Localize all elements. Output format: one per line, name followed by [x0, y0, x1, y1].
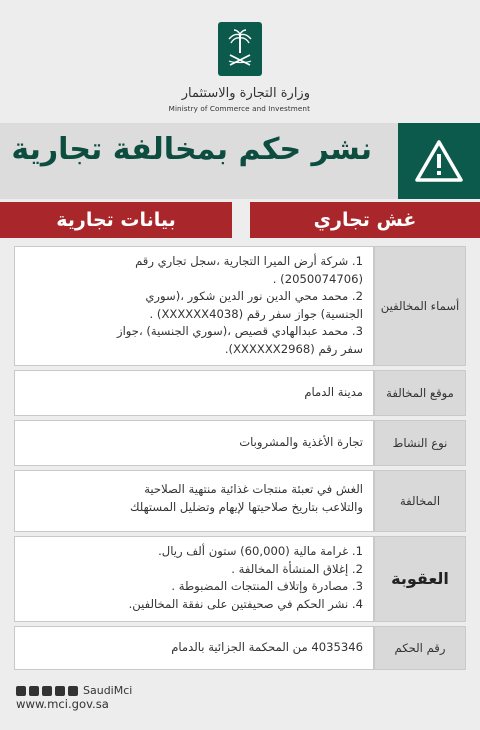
violation-table [14, 246, 466, 670]
verdict-number-value: 4035346 من المحكمة الجزائية بالدمام [14, 626, 374, 670]
text-line: سفر رقم (XXXXXX2968). [224, 341, 363, 356]
location-label: موقع المخالفة [374, 370, 466, 416]
activity-label: نوع النشاط [374, 420, 466, 466]
table-row [14, 470, 466, 532]
activity-value: تجارة الأغذية والمشروبات [14, 420, 374, 466]
tab-commercial-fraud: غش تجاري [250, 202, 480, 238]
text-line: 1. غرامة مالية (60,000) ستون ألف ريال. [158, 544, 363, 558]
snapchat-icon[interactable] [55, 686, 65, 696]
violation-value [14, 470, 374, 532]
tab-commercial-data: بيانات تجارية [0, 202, 232, 238]
ministry-name-english: Ministry of Commerce and Investment [168, 104, 310, 113]
text-line: 1. شركة أرض الميرا التجارية ،سجل تجاري رقم [135, 254, 363, 268]
violation-label: المخالفة [374, 470, 466, 532]
warning-triangle-icon [414, 139, 464, 183]
text-line: 2. إغلاق المنشأة المخالفة . [231, 561, 363, 576]
ministry-name-arabic: وزارة التجارة والاستثمار [181, 86, 310, 101]
instagram-icon[interactable] [42, 686, 52, 696]
table-row [14, 626, 466, 670]
text-line: 4. نشر الحكم في صحيفتين على نفقة المخالفين. [128, 596, 363, 611]
text-line: الغش في تعبئة منتجات غذائية منتهية الصلاحية [144, 482, 363, 496]
location-value: مدينة الدمام [14, 370, 374, 416]
penalty-label: العقوبة [374, 536, 466, 622]
verdict-number-label: رقم الحكم [374, 626, 466, 670]
violators-label: أسماء المخالفين [374, 246, 466, 366]
table-row [14, 420, 466, 466]
facebook-icon[interactable] [29, 686, 39, 696]
social-links [16, 684, 132, 697]
table-row [14, 536, 466, 622]
warning-box [398, 123, 480, 199]
website-link[interactable]: www.mci.gov.sa [16, 697, 109, 711]
text-line: (2050074706) . [272, 271, 363, 286]
palm-swords-emblem-icon [218, 22, 262, 76]
penalty-value [14, 536, 374, 622]
text-line: الجنسية) جواز سفر رقم (XXXXXX4038) . [149, 306, 363, 321]
ministry-logo [160, 22, 320, 76]
text-line: 3. مصادرة وإتلاف المنتجات المضبوطة . [171, 579, 363, 593]
table-row [14, 246, 466, 366]
violators-value [14, 246, 374, 366]
text-line: 2. محمد محي الدين نور الدين شكور ،(سوري [145, 289, 363, 303]
text-line: والتلاعب بتاريخ صلاحيتها لإيهام وتضليل المستهلك [129, 499, 363, 514]
table-row [14, 370, 466, 416]
text-line: 3. محمد عبدالهادي قصيص ،(سوري الجنسية) ،جواز [116, 324, 363, 338]
twitter-icon[interactable] [16, 686, 26, 696]
social-handle[interactable]: SaudiMci [83, 684, 133, 697]
youtube-icon[interactable] [68, 686, 78, 696]
page-title: نشر حكم بمخالفة تجارية [11, 132, 372, 167]
